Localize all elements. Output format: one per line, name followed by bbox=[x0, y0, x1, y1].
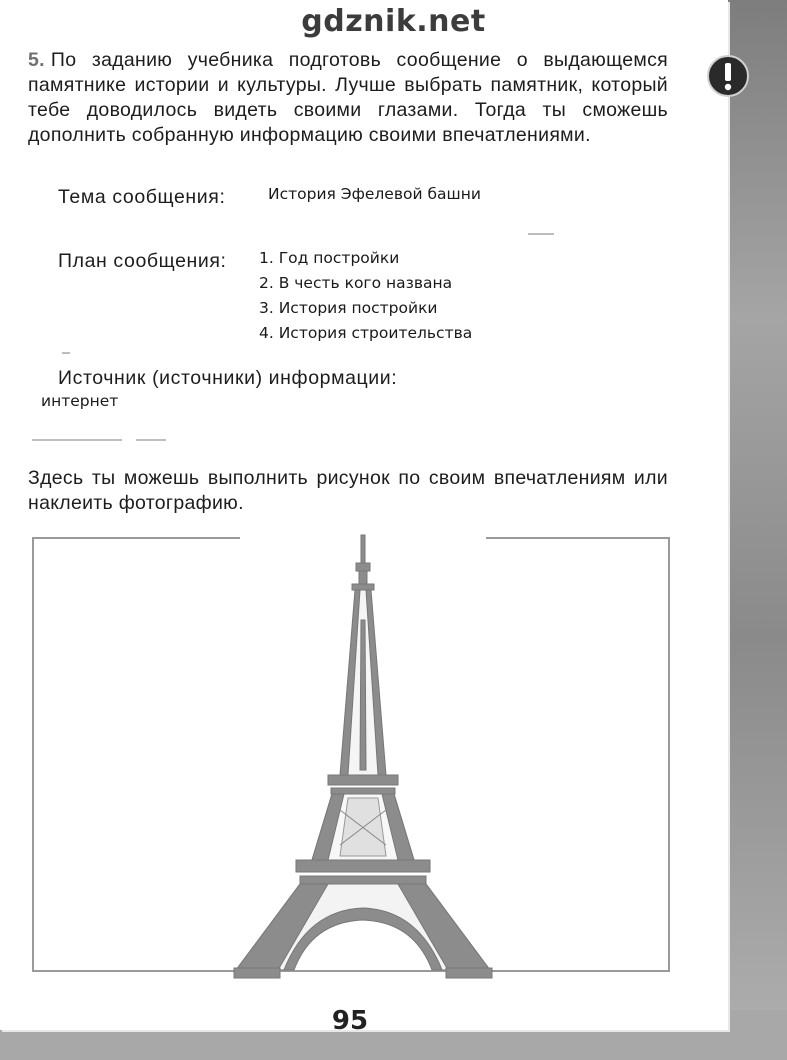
sources-answer: интернет bbox=[41, 392, 119, 410]
topic-label: Тема сообщения: bbox=[58, 186, 226, 208]
plan-label: План сообщения: bbox=[58, 250, 227, 272]
answer-line bbox=[62, 352, 70, 354]
frame-top-left bbox=[32, 537, 240, 539]
plan-item-4: 4. История строительства bbox=[259, 324, 473, 342]
plan-item-3: 3. История постройки bbox=[259, 299, 438, 317]
topic-answer: История Эфелевой башни bbox=[268, 185, 481, 203]
task-instructions bbox=[28, 48, 668, 148]
task-number: 5. bbox=[28, 49, 45, 71]
answer-line bbox=[528, 233, 554, 235]
exclamation-icon bbox=[706, 54, 750, 98]
task-text: По заданию учебника подготовь сообщение о выдающемся памятнике истории и культуры. Лучше выбрать памятник, который тебе доводилось видеть своими глазами. Тогда ты сможешь дополнить собранную информацию своими впечатлениями. bbox=[28, 49, 668, 146]
plan-item-1: 1. Год постройки bbox=[259, 249, 400, 267]
eiffel-tower-drawing bbox=[228, 530, 498, 1010]
frame-right bbox=[668, 537, 670, 972]
answer-line bbox=[136, 439, 166, 441]
answer-line bbox=[32, 439, 122, 441]
frame-left bbox=[32, 537, 34, 972]
page-number: 95 bbox=[331, 1006, 369, 1036]
plan-item-2: 2. В честь кого названа bbox=[259, 274, 453, 292]
drawing-prompt: Здесь ты можешь выполнить рисунок по своим впечатлениям или наклеить фотографию. bbox=[28, 467, 668, 514]
frame-top-right bbox=[486, 537, 670, 539]
sources-label: Источник (источники) информации: bbox=[58, 367, 398, 389]
site-watermark: gdznik.net bbox=[301, 4, 486, 39]
